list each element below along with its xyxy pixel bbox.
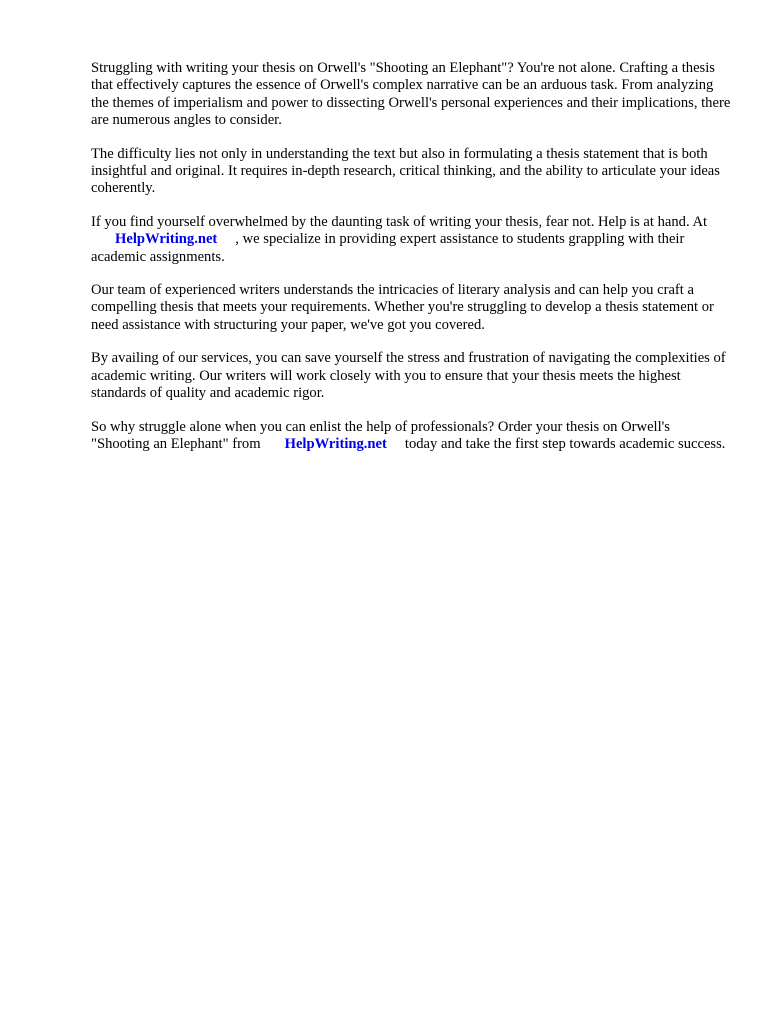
paragraph-services: By availing of our services, you can save yourself the stress and frustration of navigating the complexities of academic writing. Our writers will work closely with you to ensure that your thesis meets the highest standards of quality and academic rigor. xyxy=(91,350,726,402)
paragraph-order-after: today and take the first step towards academic success. xyxy=(404,435,726,452)
helpwriting-link[interactable]: HelpWriting.net xyxy=(115,231,218,248)
paragraph-intro: Struggling with writing your thesis on Orwell's "Shooting an Elephant"? You're not alone. Crafting a thesis that effectively captures the essence of Orwell's complex narrative can be an arduous task. From analyzing the themes of imperialism and power to dissecting Orwell's personal experiences and their implications, there are numerous angles to consider. xyxy=(91,60,731,129)
paragraph-order-before: So why struggle alone when you can enlist the help of professionals? Order your thesis on Orwell's "Shooting an Elephant" from xyxy=(91,418,670,452)
paragraph-order xyxy=(91,419,731,454)
paragraph-team: Our team of experienced writers understands the intricacies of literary analysis and can help you craft a compelling thesis that meets your requirements. Whether you're struggling to develop a thesis statement or need assistance with structuring your paper, we've got you covered. xyxy=(91,282,714,333)
document-page xyxy=(91,60,731,469)
paragraph-help-before: If you find yourself overwhelmed by the daunting task of writing your thesis, fear not. Help is at hand. At xyxy=(91,213,708,230)
helpwriting-link-order[interactable]: HelpWriting.net xyxy=(284,435,387,452)
paragraph-help-after: , we specialize in providing expert assistance to students grappling with their academic assignments. xyxy=(91,231,685,265)
paragraph-help xyxy=(91,214,731,266)
paragraph-difficulty: The difficulty lies not only in understanding the text but also in formulating a thesis statement that is both insightful and original. It requires in-depth research, critical thinking, and the ability to articulate your ideas coherently. xyxy=(91,145,720,197)
